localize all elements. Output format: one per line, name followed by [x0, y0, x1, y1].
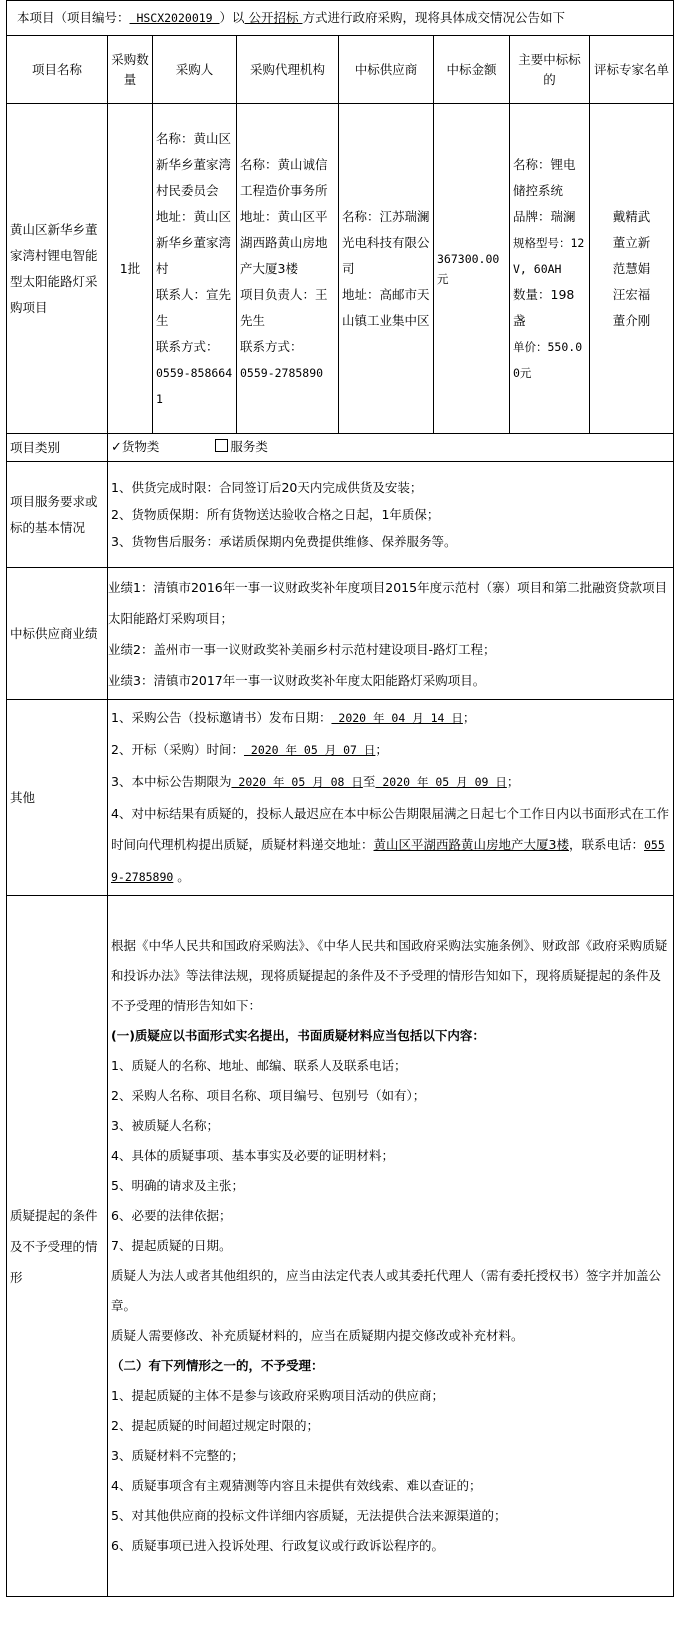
project-qty: 1批 — [108, 104, 153, 434]
intro-row — [7, 1, 674, 36]
section-2-item: 6、质疑事项已进入投诉处理、行政复议或行政诉讼程序的。 — [111, 1538, 444, 1553]
header-name: 项目名称 — [7, 36, 108, 104]
header-supplier: 中标供应商 — [339, 36, 434, 104]
project-row — [7, 104, 674, 434]
goods-option: 货物类 — [121, 439, 160, 454]
service-req-line: 3、货物售后服务：承诺质保期内免费提供维修、保养服务等。 — [111, 533, 457, 549]
agency-cell — [237, 104, 339, 434]
item-cell — [510, 104, 590, 434]
performance-line: 业绩2：盖州市一事一议财政奖补美丽乡村示范村建设项目-路灯工程； — [108, 641, 496, 657]
complaint-address: 黄山区平湖西路黄山房地产大厦3楼 — [373, 837, 569, 852]
agency-line: 名称：黄山诚信工程造价事务所 — [240, 156, 328, 198]
complaint-end: 。 — [173, 869, 190, 884]
expert-name: 董立新 — [612, 234, 651, 250]
category-options — [108, 434, 674, 462]
item-line: 数量：198盏 — [513, 286, 575, 328]
procurement-method: 公开招标 — [244, 10, 303, 25]
service-req-content — [108, 462, 674, 568]
section-1-item: 1、质疑人的名称、地址、邮编、联系人及联系电话； — [111, 1058, 407, 1073]
agency-line: 地址：黄山区平湖西路黄山房地产大厦3楼 — [240, 208, 328, 276]
section-1-item: 4、具体的质疑事项、基本事实及必要的证明材料； — [111, 1148, 394, 1163]
expert-name: 董介刚 — [612, 312, 651, 328]
services-checkbox-icon — [215, 439, 228, 452]
other-label: 其他 — [7, 700, 108, 896]
expert-name: 戴精武 — [612, 208, 651, 224]
performance-line: 业绩3：清镇市2017年一事一议财政奖补年度太阳能路灯采购项目。 — [108, 672, 486, 688]
performance-label: 中标供应商业绩 — [7, 568, 108, 700]
notice-period-start: 2020 年 05 月 08 日 — [231, 775, 363, 789]
performance-line: 业绩1：清镇市2016年一事一议财政奖补年度项目2015年度示范村（寨）项目和第二批融资贷款项目太阳能路灯采购项目； — [108, 579, 668, 626]
complaint-row — [7, 896, 674, 1597]
service-req-row — [7, 462, 674, 568]
header-qty: 采购数量 — [108, 36, 153, 104]
publish-date-end: ； — [462, 710, 476, 725]
intro-text — [7, 1, 674, 36]
goods-check-icon: ✓ — [111, 440, 122, 455]
complaint-phone-label: ，联系电话： — [568, 837, 644, 852]
experts-cell — [590, 104, 674, 434]
complaint-instruction: 4、对中标结果有质疑的，投标人最迟应在本中标公告期限届满之日起七个工作日内以书面形式在工作时间向代理机构提出质疑，质疑材料递交地址： — [111, 806, 669, 852]
project-name: 黄山区新华乡董家湾村锂电智能型太阳能路灯采购项目 — [7, 104, 108, 434]
complaint-content — [108, 896, 674, 1597]
performance-content — [108, 568, 674, 700]
section-1-item: 7、提起质疑的日期。 — [111, 1238, 232, 1253]
publish-date: 2020 年 04 月 14 日 — [331, 711, 463, 725]
notice-period-end: 2020 年 05 月 09 日 — [375, 775, 507, 789]
services-option: 服务类 — [230, 439, 268, 454]
header-experts: 评标专家名单 — [590, 36, 674, 104]
section-2-item: 4、质疑事项含有主观猜测等内容且未提供有效线索、难以查证的； — [111, 1478, 482, 1493]
header-amount: 中标金额 — [434, 36, 510, 104]
section-1-item: 5、明确的请求及主张； — [111, 1178, 244, 1193]
item-line: 规格型号：12V, 60AH — [513, 235, 585, 276]
complaint-phone: 0559-2785890 — [111, 838, 665, 884]
category-row — [7, 434, 674, 462]
section-2-item: 3、质疑材料不完整的； — [111, 1448, 244, 1463]
section-1-item: 3、被质疑人名称； — [111, 1118, 219, 1133]
supplier-line: 地址：高邮市天山镇工业集中区 — [342, 286, 430, 328]
header-row — [7, 36, 674, 104]
opening-date-end: ； — [375, 742, 388, 757]
item-line: 单价：550.00元 — [513, 339, 583, 380]
intro-middle: ）以 — [219, 10, 245, 25]
buyer-line: 名称：黄山区新华乡董家湾村民委员会 — [156, 130, 232, 198]
section-2-title: （二）有下列情形之一的，不予受理： — [111, 1358, 324, 1373]
complaint-intro: 根据《中华人民共和国政府采购法》、《中华人民共和国政府采购法实施条例》、财政部《政府采购质疑和投诉办法》等法律法规，现将质疑提起的条件及不予受理的情形告知如下，现将质疑提起的条件及不予受理的情形告知如下： — [111, 938, 668, 1013]
notice-period-semicolon: ； — [506, 774, 520, 789]
service-req-label: 项目服务要求或标的基本情况 — [7, 462, 108, 568]
category-label: 项目类别 — [7, 434, 108, 462]
other-content — [108, 700, 674, 896]
header-item: 主要中标标的 — [510, 36, 590, 104]
opening-date: 2020 年 05 月 07 日 — [243, 743, 376, 757]
project-number: HSCX2020019 — [129, 11, 220, 25]
buyer-phone: 0559-8586641 — [156, 365, 233, 406]
agency-line: 项目负责人：王先生 — [240, 286, 328, 328]
buyer-line: 联系人：宣先生 — [156, 286, 232, 328]
service-req-line: 2、货物质保期：所有货物送达验收合格之日起，1年质保； — [111, 506, 440, 522]
performance-row — [7, 568, 674, 700]
complaint-paragraph: 质疑人需要修改、补充质疑材料的，应当在质疑期内提交修改或补充材料。 — [111, 1328, 524, 1343]
complaint-paragraph: 质疑人为法人或者其他组织的，应当由法定代表人或其委托代理人（需有委托授权书）签字并加盖公章。 — [111, 1268, 662, 1313]
section-1-title: (一)质疑应以书面形式实名提出，书面质疑材料应当包括以下内容： — [111, 1028, 485, 1043]
award-amount: 367300.00 元 — [434, 104, 510, 434]
intro-suffix: 方式进行政府采购，现将具体成交情况公告如下 — [302, 10, 566, 25]
agency-phone: 0559-2785890 — [240, 365, 324, 380]
buyer-line: 地址：黄山区新华乡董家湾村 — [156, 208, 232, 276]
complaint-label: 质疑提起的条件及不予受理的情形 — [7, 896, 108, 1597]
agency-line: 联系方式： — [240, 338, 303, 354]
expert-name: 范慧娟 — [612, 260, 651, 276]
header-buyer: 采购人 — [153, 36, 237, 104]
supplier-line: 名称：江苏瑞澜光电科技有限公司 — [342, 208, 430, 276]
header-agency: 采购代理机构 — [237, 36, 339, 104]
supplier-cell — [339, 104, 434, 434]
publish-date-label: 1、采购公告（投标邀请书）发布日期： — [111, 710, 332, 725]
section-2-item: 2、提起质疑的时间超过规定时限的； — [111, 1418, 319, 1433]
intro-prefix: 本项目（项目编号： — [17, 10, 130, 25]
buyer-cell — [153, 104, 237, 434]
section-2-item: 1、提起质疑的主体不是参与该政府采购项目活动的供应商； — [111, 1388, 444, 1403]
section-2-item: 5、对其他供应商的投标文件详细内容质疑，无法提供合法来源渠道的； — [111, 1508, 507, 1523]
section-1-item: 6、必要的法律依据； — [111, 1208, 232, 1223]
buyer-line: 联系方式： — [156, 338, 219, 354]
notice-period-to: 至 — [362, 774, 376, 789]
section-1-item: 2、采购人名称、项目名称、项目编号、包别号（如有）； — [111, 1088, 426, 1103]
item-line: 名称：锂电储控系统 — [513, 156, 576, 198]
service-req-line: 1、供货完成时限：合同签订后20天内完成供货及安装； — [111, 479, 423, 495]
award-notice-table — [6, 0, 674, 1597]
opening-date-label: 2、开标（采购）时间： — [111, 742, 244, 757]
other-row — [7, 700, 674, 896]
item-line: 品牌：瑞澜 — [513, 208, 576, 224]
expert-name: 汪宏福 — [612, 286, 651, 302]
notice-period-label: 3、本中标公告期限为 — [111, 774, 232, 789]
